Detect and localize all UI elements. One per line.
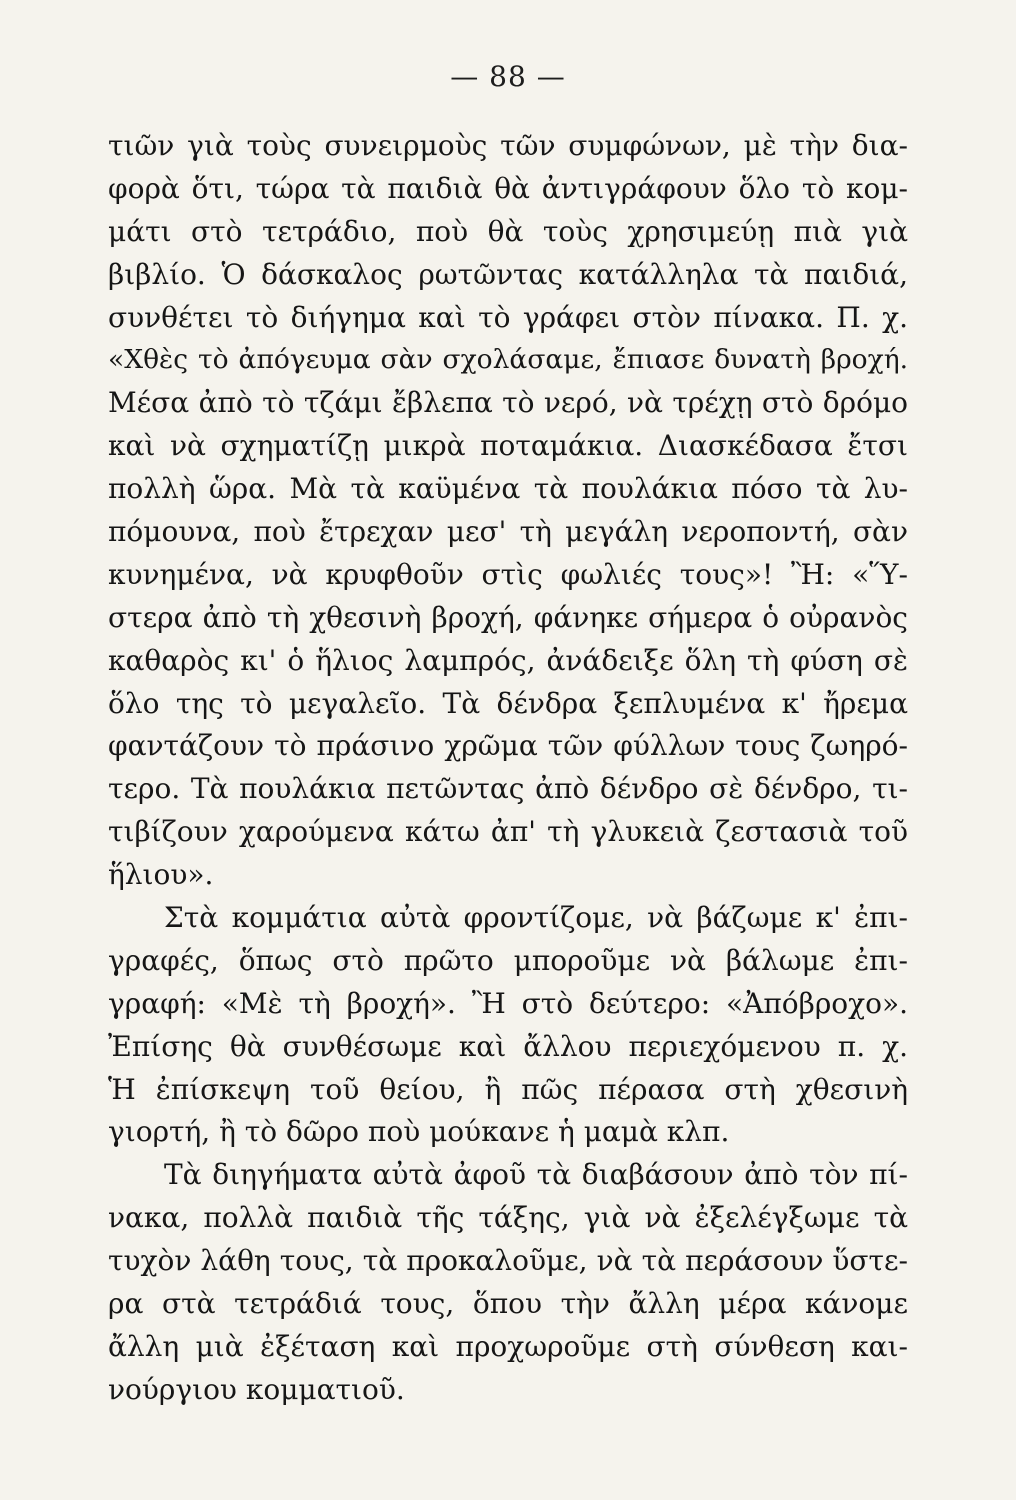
- text-line: καθαρὸς κι' ὁ ἥλιος λαμπρός, ἀνάδειξε ὅλη τὴ φύση σὲ: [108, 643, 908, 677]
- text-line: μάτι στὸ τετράδιο, ποὺ θὰ τοὺς χρησιμεύῃ πιὰ γιὰ: [108, 214, 908, 248]
- text-line: φαντάζουν τὸ πράσινο χρῶμα τῶν φύλλων τους ζωηρό-: [108, 729, 908, 763]
- text-line: Ἡ ἐπίσκεψη τοῦ θείου, ἢ πῶς πέρασα στὴ χθεσινὴ: [108, 1072, 908, 1106]
- text-line: Ἐπίσης θὰ συνθέσωμε καὶ ἄλλου περιεχόμενου π. χ.: [108, 1029, 908, 1063]
- text-line: συνθέτει τὸ διήγημα καὶ τὸ γράφει στὸν πίνακα. Π. χ.: [108, 300, 908, 334]
- text-line: γραφή: «Μὲ τὴ βροχή». Ἢ στὸ δεύτερο: «Ἀπόβροχο».: [108, 986, 908, 1020]
- text-line: Στὰ κομμάτια αὐτὰ φροντίζομε, νὰ βάζωμε κ' ἐπι-: [164, 901, 908, 935]
- text-line: νούργιου κομματιοῦ.: [108, 1372, 405, 1406]
- text-line: νακα, πολλὰ παιδιὰ τῆς τάξης, γιὰ νὰ ἐξελέγξωμε τὰ: [108, 1201, 908, 1235]
- text-line: κυνημένα, νὰ κρυφθοῦν στὶς φωλιές τους»! Ἢ: «Ὕ-: [108, 557, 908, 591]
- text-line: Μέσα ἀπὸ τὸ τζάμι ἔβλεπα τὸ νερό, νὰ τρέχῃ στὸ δρόμο: [108, 386, 908, 420]
- text-line: ρα στὰ τετράδιά τους, ὅπου τὴν ἄλλη μέρα κάνομε: [108, 1287, 908, 1321]
- text-line: ἄλλη μιὰ ἐξέταση καὶ προχωροῦμε στὴ σύνθεση και-: [108, 1329, 908, 1363]
- text-line: βιβλίο. Ὁ δάσκαλος ρωτῶντας κατάλληλα τὰ παιδιά,: [108, 257, 908, 291]
- text-line: γιορτή, ἢ τὸ δῶρο ποὺ μούκανε ἡ μαμὰ κλπ.: [108, 1115, 730, 1149]
- text-line: πόμουνα, ποὺ ἔτρεχαν μεσ' τὴ μεγάλη νεροποντή, σὰν: [108, 515, 908, 549]
- text-line: πολλὴ ὥρα. Μὰ τὰ καϋμένα τὰ πουλάκια πόσο τὰ λυ-: [108, 472, 908, 506]
- text-line: «Χθὲς τὸ ἀπόγευμα σὰν σχολάσαμε, ἔπιασε δυνατὴ βροχή.: [108, 344, 908, 376]
- text-line: φορὰ ὅτι, τώρα τὰ παιδιὰ θὰ ἀντιγράφουν ὅλο τὸ κομ-: [108, 171, 908, 205]
- page-number: — 88 —: [450, 60, 566, 93]
- body-text: [108, 125, 908, 1412]
- text-line: στερα ἀπὸ τὴ χθεσινὴ βροχή, φάνηκε σήμερα ὁ οὐρανὸς: [108, 600, 908, 634]
- text-line: Τὰ διηγήματα αὐτὰ ἀφοῦ τὰ διαβάσουν ἀπὸ τὸν πί-: [164, 1158, 908, 1192]
- text-line: τιῶν γιὰ τοὺς συνειρμοὺς τῶν συμφώνων, μὲ τὴν δια-: [108, 129, 908, 162]
- text-line: τερο. Τὰ πουλάκια πετῶντας ἀπὸ δένδρο σὲ δένδρο, τι-: [108, 772, 908, 806]
- text-line: τιβίζουν χαρούμενα κάτω ἀπ' τὴ γλυκειὰ ζεστασιὰ τοῦ: [108, 815, 908, 849]
- text-line: τυχὸν λάθη τους, τὰ προκαλοῦμε, νὰ τὰ περάσουν ὕστε-: [108, 1244, 908, 1278]
- text-line: καὶ νὰ σχηματίζῃ μικρὰ ποταμάκια. Διασκέδασα ἔτσι: [108, 429, 908, 463]
- text-line: ὅλο της τὸ μεγαλεῖο. Τὰ δένδρα ξεπλυμένα κ' ἤρεμα: [108, 686, 908, 720]
- text-line: γραφές, ὅπως στὸ πρῶτο μποροῦμε νὰ βάλωμε ἐπι-: [108, 943, 908, 977]
- text-line: ἥλιου».: [108, 858, 214, 892]
